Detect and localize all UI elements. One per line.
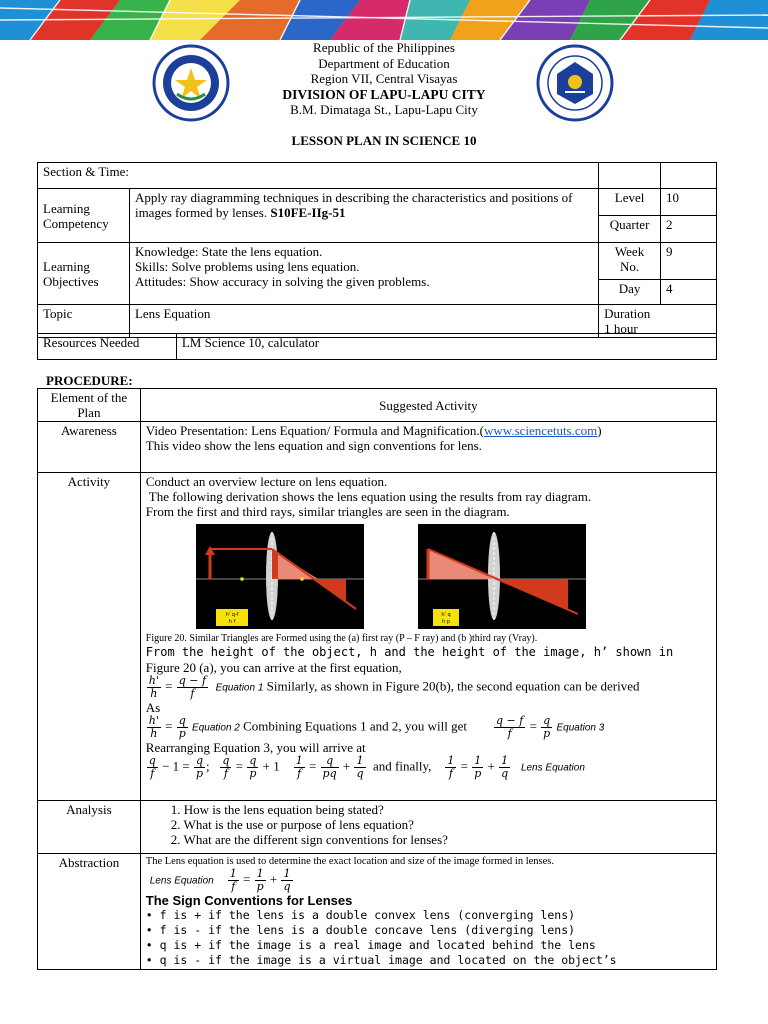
equation-2-label: Equation 2 <box>192 722 240 734</box>
procedure-label: PROCEDURE: <box>46 373 133 388</box>
fraction: $\frac{q - f}{f}$ <box>178 674 207 700</box>
fraction: $\frac{h'}{h}$ <box>148 714 159 740</box>
svg-text:h p: h p <box>441 619 450 625</box>
fraction: $\frac{1}{p}$ <box>474 754 482 780</box>
abstraction-p1: The Lens equation is used to determine the exact location and size of the image formed in lenses. <box>145 856 554 867</box>
awareness-text-end: ) <box>597 423 602 438</box>
analysis-cell <box>140 801 716 854</box>
fraction: $\frac{q}{p}$ <box>178 714 186 740</box>
fraction: $\frac{1}{f}$ <box>229 867 237 893</box>
fraction: $\frac{1}{f}$ <box>447 754 455 780</box>
analysis-q3: 2. What are the different sign conventions for lenses? <box>170 832 448 847</box>
competency-cell <box>129 189 598 243</box>
abstraction-lens-equation: Lens Equation $\frac{1}{f}$ = $\frac{1}{p}$ + $\frac{1}{q}$ <box>149 867 291 893</box>
svg-text:h' q: h' q <box>441 612 451 618</box>
header-line-1: Republic of the Philippines <box>313 40 455 55</box>
section-time-label: Section & Time: <box>43 164 129 179</box>
rearranged-equations-row: $\frac{q}{f}$ − 1 = $\frac{q}{p}$ ; $\frac{q}{f}$ = $\frac{q}{p}$ + 1 $\frac{1}{f}$ = $\frac{q}{pq}$ + $\frac{1}{q}$ and finally, $\frac{1}{f}$ = $\frac{1}{p}$ + $\frac{1}{q}$ Lens Equation <box>148 754 585 780</box>
col-header-activity: Suggested Activity <box>140 389 716 422</box>
resources-value: LM Science 10, calculator <box>176 334 716 360</box>
empty-cell <box>599 163 661 189</box>
objective-attitudes: Attitudes: Show accuracy in solving the given problems. <box>134 274 430 289</box>
competency-label: Learning Competency <box>38 189 130 243</box>
header-address: B.M. Dimataga St., Lapu-Lapu City <box>290 102 478 117</box>
objective-knowledge: Knowledge: State the lens equation. <box>134 244 323 259</box>
abstraction-lens-eq-label: Lens Equation <box>149 875 214 887</box>
awareness-line-1 <box>146 423 711 438</box>
equation-3-label: Equation 3 <box>556 722 605 734</box>
activity-p9: Rearranging Equation 3, you will arrive at <box>145 740 366 755</box>
sign-convention-3: • q is + if the image is a real image and located behind the lens <box>145 938 596 952</box>
sign-conventions-heading: The Sign Conventions for Lenses <box>145 893 353 908</box>
header <box>0 40 768 120</box>
day-label: Day <box>599 280 661 305</box>
sciencetuts-link[interactable]: www.sciencetuts.com <box>484 423 598 438</box>
lesson-info-table <box>37 162 717 338</box>
fraction: $\frac{q}{pq}$ <box>322 754 337 780</box>
objectives-cell <box>129 243 598 305</box>
abstraction-cell <box>140 854 716 970</box>
activity-p5: Figure 20 (a), you can arrive at the first equation, <box>145 660 402 675</box>
equation-2-row: $\frac{h'}{h}$ = $\frac{q}{p}$ Equation 2 Combining Equations 1 and 2, you will get $\frac{q - f}{f}$ = $\frac{q}{p}$ Equation 3 <box>148 714 605 740</box>
fraction: $\frac{h'}{h}$ <box>148 674 159 700</box>
svg-text:h f: h f <box>228 619 236 625</box>
duration-value: 1 hour <box>604 321 638 336</box>
topic-label: Topic <box>38 305 130 338</box>
equation-1-label: Equation 1 <box>215 682 264 694</box>
header-text-block <box>0 40 768 118</box>
deped-seal-logo <box>535 44 615 126</box>
and-finally-text: and finally, <box>373 758 432 774</box>
awareness-cell <box>140 422 716 473</box>
activity-cell <box>140 473 716 801</box>
resources-label: Resources Needed <box>38 334 177 360</box>
equation-1-row: $\frac{h'}{h}$ = $\frac{q - f}{f}$ Equation 1 Similarly, as shown in Figure 20(b), the second equation can be derived <box>148 674 640 700</box>
activity-p7: As <box>145 700 161 715</box>
fraction: $\frac{q}{p}$ <box>543 714 551 740</box>
activity-p6: Similarly, as shown in Figure 20(b), the second equation can be derived <box>266 678 640 694</box>
analysis-q1: 1. How is the lens equation being stated? <box>170 802 384 817</box>
ray-diagrams <box>146 519 711 629</box>
empty-cell <box>661 163 717 189</box>
topic-value: Lens Equation <box>129 305 598 338</box>
fraction: $\frac{q}{f}$ <box>148 754 156 780</box>
quarter-label: Quarter <box>599 216 661 243</box>
activity-label: Activity <box>38 473 141 801</box>
activity-p1: Conduct an overview lecture on lens equation. <box>145 474 388 489</box>
fraction: $\frac{1}{q}$ <box>283 867 291 893</box>
section-time-cell <box>38 163 599 189</box>
fraction: $\frac{q - f}{f}$ <box>496 714 524 740</box>
week-label: Week No. <box>599 243 661 280</box>
week-value: 9 <box>661 243 717 280</box>
awareness-text: Video Presentation: Lens Equation/ Formula and Magnification.( <box>145 423 485 438</box>
quarter-value: 2 <box>661 216 717 243</box>
header-line-2: Department of Education <box>318 55 450 71</box>
fraction: $\frac{q}{f}$ <box>222 754 230 780</box>
activity-p8: Combining Equations 1 and 2, you will get <box>243 718 467 734</box>
svg-text:h' q-f: h' q-f <box>225 612 239 618</box>
lens-equation-label: Lens Equation <box>520 762 585 774</box>
activity-p2: The following derivation shows the lens equation using the results from ray diagram. <box>145 489 592 504</box>
competency-text: Apply ray diagramming techniques in describing the characteristics and positions of images formed by lenses. <box>134 190 573 220</box>
fraction: $\frac{1}{p}$ <box>256 867 264 893</box>
competency-code: S10FE-IIg-51 <box>270 205 346 220</box>
abstraction-label: Abstraction <box>38 854 141 970</box>
header-banner <box>0 0 768 40</box>
activity-p3: From the first and third rays, similar triangles are seen in the diagram. <box>145 504 510 519</box>
sign-convention-2: • f is - if the lens is a double concave lens (diverging lens) <box>145 923 576 937</box>
fraction: $\frac{q}{p}$ <box>196 754 204 780</box>
level-value: 10 <box>661 189 717 216</box>
header-line-3: Region VII, Central Visayas <box>310 71 458 86</box>
fraction: $\frac{q}{p}$ <box>249 754 257 780</box>
header-division: DIVISION OF LAPU-LAPU CITY <box>282 86 486 102</box>
col-header-element: Element of the Plan <box>38 389 141 422</box>
analysis-q2: 2. What is the use or purpose of lens equation? <box>170 817 414 832</box>
fraction: $\frac{1}{f}$ <box>295 754 303 780</box>
sign-convention-4: • q is - if the image is a virtual image and located on the object’s <box>145 953 617 967</box>
analysis-label: Analysis <box>38 801 141 854</box>
level-label: Level <box>599 189 661 216</box>
objective-skills: Skills: Solve problems using lens equation. <box>134 259 360 274</box>
day-value: 4 <box>661 280 717 305</box>
objectives-label: Learning Objectives <box>38 243 130 305</box>
awareness-line-2: This video show the lens equation and sign conventions for lens. <box>145 438 482 453</box>
fraction: $\frac{1}{q}$ <box>501 754 509 780</box>
duration-label: Duration <box>604 306 651 321</box>
ray-diagram-a <box>196 524 364 629</box>
page-title: LESSON PLAN IN SCIENCE 10 <box>291 133 477 148</box>
activity-p4: From the height of the object, h and the height of the image, h’ shown in <box>145 645 674 659</box>
figure-caption: Figure 20. Similar Triangles are Formed using the (a) first ray (P – F ray) and (b )third ray (Vray). <box>145 633 538 644</box>
resources-table <box>37 333 717 360</box>
ray-diagram-b <box>418 524 586 629</box>
fraction: $\frac{1}{q}$ <box>356 754 364 780</box>
awareness-label: Awareness <box>38 422 141 473</box>
sign-convention-1: • f is + if the lens is a double convex lens (converging lens) <box>145 908 576 922</box>
procedure-table <box>37 388 717 970</box>
